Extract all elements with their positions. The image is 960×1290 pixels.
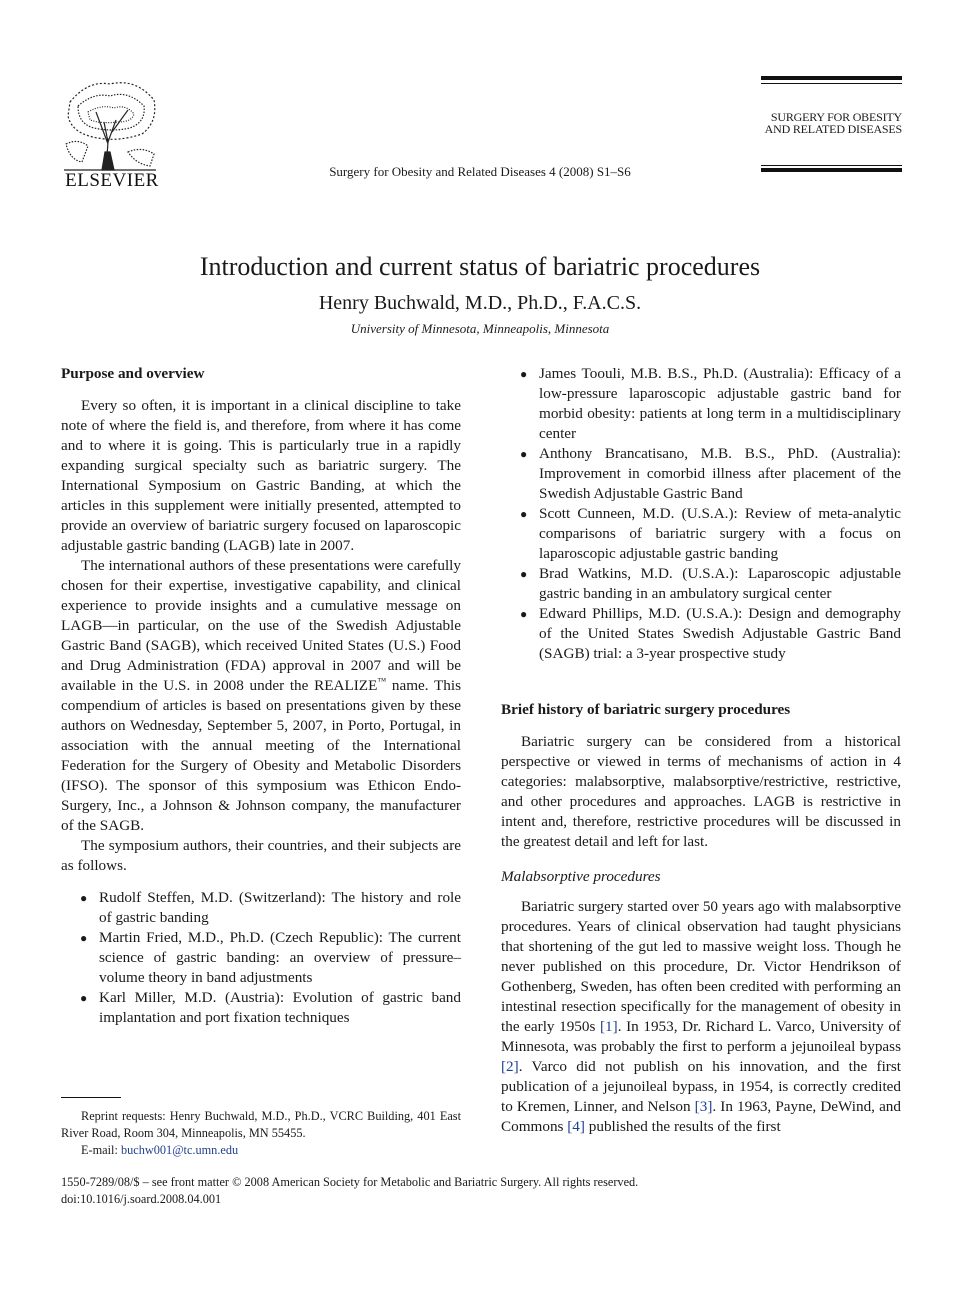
journal-rule-top-thick <box>761 76 902 80</box>
paragraph: Every so often, it is important in a clinical discipline to take note of where the field is, and therefore, from where it has come and to where it is going. This is particularly true in a rapidly expanding surgical specialty such as bariatric surgery. The International Symposium on Gastric Banding, at which the articles in this supplement were initially presented, attempted to provide an overview of bariatric surgery focused on laparoscopic adjustable gastric banding (LAGB) late in 2007. <box>61 397 461 554</box>
right-column <box>501 364 901 1137</box>
list-item: ● Rudolf Steffen, M.D. (Switzerland): The history and role of gastric banding <box>61 888 461 928</box>
journal-rule-top-thin <box>761 83 902 84</box>
subsection-heading-malabsorptive: Malabsorptive procedures <box>501 868 661 885</box>
email-label: E-mail: <box>81 1143 118 1157</box>
paragraph: The international authors of these presentations were carefully chosen for their expertise, investigative capability, and clinical experience to provide insights and a cumulative message on LAGB—in particular, on the use of the Swedish Adjustable Gastric Band (SAGB), which received United States (U.S.) Food and Drug Administration (FDA) approval in 2007 and will be available in the U.S. in 2008 under the REALIZE™ name. This compendium of articles is based on presentations given by these authors on Wednesday, September 5, 2007, in Porto, Portugal, in association with the annual meeting of the International Federation for the Surgery of Obesity and Metabolic Disorders (IFSO). The sponsor of this symposium was Ethicon Endo-Surgery, Inc., a Johnson & Johnson company, the manufacturer of the SAGB. <box>61 557 461 834</box>
footnote <box>61 1108 461 1159</box>
journal-rule-bottom-thin <box>761 165 902 166</box>
journal-citation: Surgery for Obesity and Related Diseases 4 (2008) S1–S6 <box>329 164 631 179</box>
citation-link[interactable]: [4] <box>567 1118 585 1135</box>
left-column <box>61 364 461 1028</box>
journal-title-line2: AND RELATED DISEASES <box>764 122 902 136</box>
paragraph: Bariatric surgery can be considered from a historical perspective or viewed in terms of mechanisms of action in 4 categories: malabsorptive, malabsorptive/restrictive, restrictive, and other procedures and approaches. LAGB is restrictive in intent and, therefore, restrictive procedures will be discussed in the greatest detail and left for last. <box>501 733 901 850</box>
citation-link[interactable]: [1] <box>600 1018 618 1035</box>
publisher-name: ELSEVIER <box>65 170 159 191</box>
journal-title-line1: SURGERY FOR OBESITY <box>770 110 902 124</box>
list-item: ● Anthony Brancatisano, M.B. B.S., PhD. (Australia): Improvement in comorbid illness after placement of the Swedish Adjustable Gastric Band <box>501 444 901 504</box>
author-list-continued <box>501 364 901 664</box>
email-link[interactable]: buchw001@tc.umn.edu <box>120 1143 239 1157</box>
footnote-rule <box>61 1097 121 1098</box>
list-item: ● Martin Fried, M.D., Ph.D. (Czech Republic): The current science of gastric banding: an overview of pressure–volume theory in band adjustments <box>61 928 461 988</box>
section-heading-purpose: Purpose and overview <box>61 365 205 382</box>
copyright-block <box>61 1174 921 1208</box>
paragraph: The symposium authors, their countries, and their subjects are as follows. <box>61 837 461 874</box>
list-item: ● Edward Phillips, M.D. (U.S.A.): Design and demography of the United States Swedish Adjustable Gastric Band (SAGB) trial: a 3-year prospective study <box>501 604 901 664</box>
doi-line: doi:10.1016/j.soard.2008.04.001 <box>61 1192 222 1206</box>
journal-rule-bottom-thick <box>761 168 902 172</box>
author-list <box>61 888 461 1028</box>
article-affiliation: University of Minnesota, Minneapolis, Minnesota <box>350 321 610 336</box>
reprint-requests: Reprint requests: Henry Buchwald, M.D., Ph.D., VCRC Building, 401 East River Road, Room 304, Minneapolis, MN 55455. <box>61 1109 461 1140</box>
article-author: Henry Buchwald, M.D., Ph.D., F.A.C.S. <box>318 292 642 314</box>
list-item: ● Scott Cunneen, M.D. (U.S.A.): Review of meta-analytic comparisons of bariatric surgery with a focus on laparoscopic adjustable gastric banding <box>501 504 901 564</box>
paragraph: Bariatric surgery started over 50 years ago with malabsorptive procedures. Years of clinical observation had taught physicians that shortening of the gut led to massive weight loss. Though he never published on this procedure, Dr. Victor Hendrikson of Gothenberg, Sweden, has often been credited with performing an intestinal resection specifically for the management of obesity in the early 1950s [1]. In 1953, Dr. Richard L. Varco, University of Minnesota, was probably the first to perform a jejunoileal bypass [2]. Varco did not publish on his innovation, and the first publication of a jejunoileal bypass, in 1954, is correctly credited to Kremen, Linner, and Nelson [3]. In 1963, Payne, DeWind, and Commons [4] published the results of the first <box>501 898 901 1135</box>
article-title: Introduction and current status of bariatric procedures <box>199 252 761 281</box>
section-heading-history: Brief history of bariatric surgery procedures <box>501 701 791 718</box>
copyright-line: 1550-7289/08/$ – see front matter © 2008 American Society for Metabolic and Bariatric Surgery. All rights reserved. <box>61 1175 639 1189</box>
journal-title <box>761 111 902 135</box>
list-item: ● James Toouli, M.B. B.S., Ph.D. (Australia): Efficacy of a low-pressure laparoscopic adjustable gastric band for morbid obesity: patients at long term in a multidisciplinary center <box>501 364 901 444</box>
list-item: ● Karl Miller, M.D. (Austria): Evolution of gastric band implantation and port fixation techniques <box>61 988 461 1028</box>
citation-link[interactable]: [3] <box>694 1098 713 1115</box>
citation-link[interactable]: [2] <box>501 1058 519 1075</box>
list-item: ● Brad Watkins, M.D. (U.S.A.): Laparoscopic adjustable gastric banding in an ambulatory surgical center <box>501 564 901 604</box>
